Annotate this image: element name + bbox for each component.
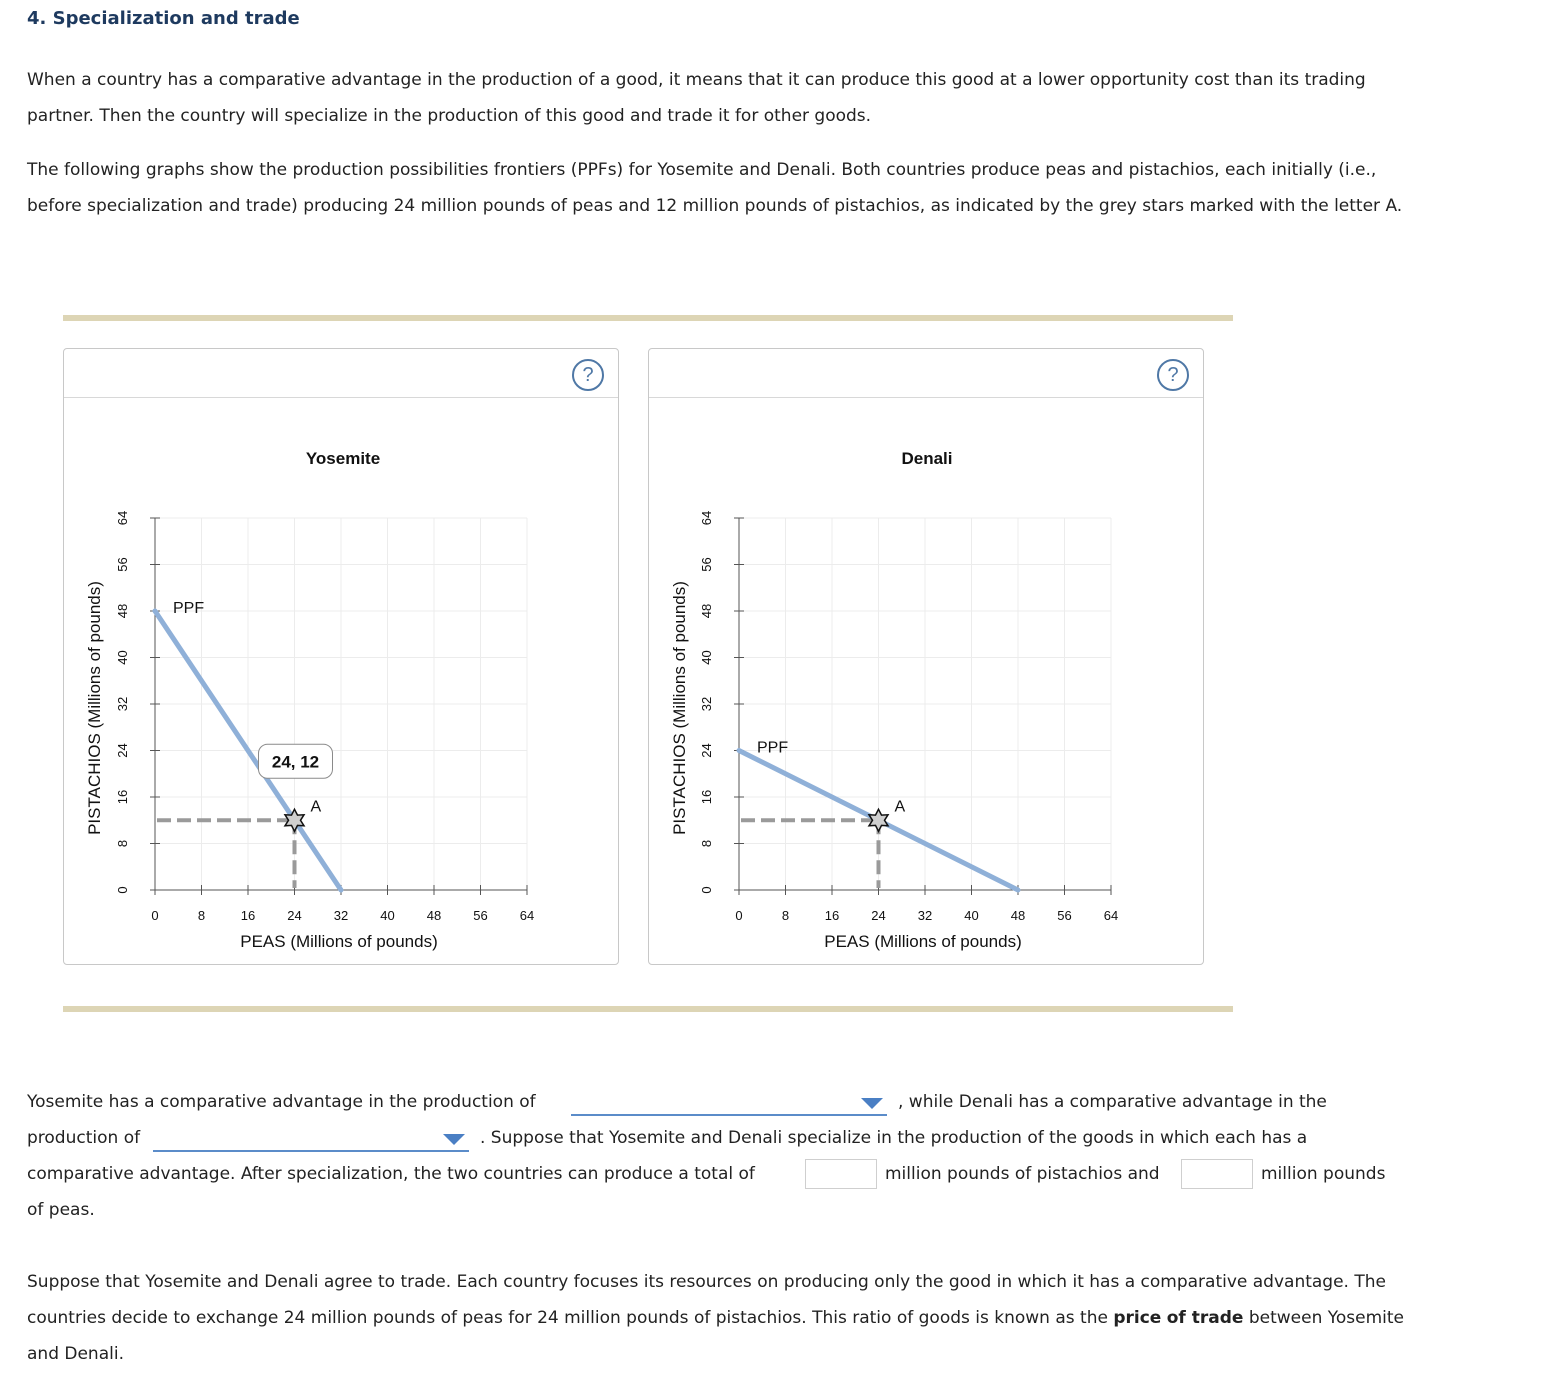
intro-paragraph-1: When a country has a comparative advantage in the production of a good, it means that it can produce this good at a lower opportunity cost than its trading partner. Then the country will specialize in the production of this good and trade it for other goods.: [27, 70, 1366, 126]
bottom-divider: [63, 1006, 1233, 1012]
y-tick-label: 16: [115, 789, 130, 805]
trade-text-b: between Yosemite and Denali.: [27, 1308, 1405, 1364]
trade-paragraph: [27, 1264, 1407, 1372]
x-tick-label: 24: [871, 908, 886, 923]
denali-graph-panel: [648, 348, 1204, 965]
x-tick-label: 64: [1103, 908, 1119, 923]
y-tick-label: 40: [115, 650, 130, 665]
x-tick-label: 8: [197, 908, 206, 923]
y-tick-label: 64: [699, 510, 714, 526]
x-axis-label: PEAS (Millions of pounds): [824, 932, 1022, 951]
y-axis-label: PISTACHIOS (Millions of pounds): [670, 581, 689, 835]
trade-bold-of-trade: of trade: [1166, 1308, 1244, 1328]
y-tick-label: 48: [115, 603, 130, 619]
total-peas-input[interactable]: [1181, 1159, 1253, 1189]
question-line-1b: , while Denali has a comparative advantage in the: [898, 1092, 1327, 1112]
ppf-label: PPF: [173, 600, 205, 617]
y-tick-label: 56: [699, 557, 714, 572]
x-axis-label: PEAS (Millions of pounds): [240, 932, 438, 951]
x-tick-label: 32: [917, 908, 933, 923]
y-tick-label: 0: [115, 886, 130, 894]
x-tick-label: 32: [333, 908, 349, 923]
y-axis-label: PISTACHIOS (Millions of pounds): [85, 581, 104, 835]
y-tick-label: 64: [115, 510, 130, 526]
y-tick-label: 8: [699, 839, 714, 848]
x-tick-label: 56: [1057, 908, 1072, 923]
y-tick-label: 32: [115, 696, 130, 712]
x-tick-label: 16: [824, 908, 840, 923]
total-pistachios-input[interactable]: [805, 1159, 877, 1189]
question-line-3c: million pounds: [1261, 1164, 1386, 1184]
x-tick-label: 16: [240, 908, 256, 923]
chevron-down-icon: [861, 1098, 883, 1109]
star-marker: [869, 809, 888, 831]
chevron-down-icon: [443, 1134, 465, 1145]
question-line-2b: . Suppose that Yosemite and Denali specialize in the production of the goods in which each has a: [480, 1128, 1308, 1148]
intro-paragraph-2: The following graphs show the production possibilities frontiers (PPFs) for Yosemite and Denali. Both countries produce peas and pistachios, each initially (i.e., before specialization and trade) producing 24 million pounds of peas and 12 million pounds of pistachios, as indicated by the grey stars marked with the letter A.: [27, 160, 1403, 216]
help-button[interactable]: ?: [572, 359, 604, 391]
point-tooltip-text: 24, 12: [271, 752, 320, 772]
chart-title: Yosemite: [305, 449, 381, 468]
denali-chart: [649, 349, 1205, 966]
section-heading: 4. Specialization and trade: [27, 8, 300, 29]
question-line-2a: production of: [27, 1128, 141, 1148]
y-tick-label: 0: [699, 886, 714, 894]
yosemite-chart: [64, 349, 620, 966]
help-button[interactable]: ?: [1157, 359, 1189, 391]
yosemite-graph-panel: [63, 348, 619, 965]
y-tick-label: 32: [699, 696, 714, 712]
y-tick-label: 16: [699, 789, 714, 805]
y-tick-label: 40: [699, 650, 714, 665]
x-tick-label: 24: [287, 908, 302, 923]
y-tick-label: 48: [699, 603, 714, 619]
y-tick-label: 24: [699, 743, 714, 758]
question-line-3a: comparative advantage. After specialization, the two countries can produce a total of: [27, 1164, 755, 1184]
yosemite-advantage-dropdown[interactable]: [571, 1090, 887, 1116]
x-tick-label: 0: [735, 908, 743, 923]
x-tick-label: 0: [151, 908, 159, 923]
top-divider: [63, 315, 1233, 321]
trade-bold-price: price: [1113, 1308, 1162, 1328]
y-tick-label: 24: [115, 743, 130, 758]
x-tick-label: 40: [380, 908, 395, 923]
x-tick-label: 64: [519, 908, 535, 923]
ppf-label: PPF: [757, 739, 789, 757]
x-tick-label: 48: [426, 908, 442, 923]
x-tick-label: 48: [1010, 908, 1026, 923]
y-tick-label: 56: [115, 557, 130, 572]
point-a-label: A: [894, 798, 906, 816]
denali-advantage-dropdown[interactable]: [153, 1126, 469, 1152]
y-tick-label: 8: [115, 839, 130, 848]
point-a-label: A: [310, 798, 322, 816]
question-line-1a: Yosemite has a comparative advantage in the production of: [27, 1092, 536, 1112]
question-line-4: of peas.: [27, 1200, 95, 1220]
x-tick-label: 56: [473, 908, 488, 923]
x-tick-label: 40: [964, 908, 979, 923]
chart-title: Denali: [901, 449, 953, 468]
question-line-3b: million pounds of pistachios and: [885, 1164, 1160, 1184]
trade-text-a: Suppose that Yosemite and Denali agree to trade. Each country focuses its resources on producing only the good in which it has a comparative advantage. The countries decide to exchange 24 million pounds of peas for 24 million pounds of pistachios. This ratio of goods is known as the: [27, 1272, 1386, 1328]
x-tick-label: 8: [781, 908, 790, 923]
